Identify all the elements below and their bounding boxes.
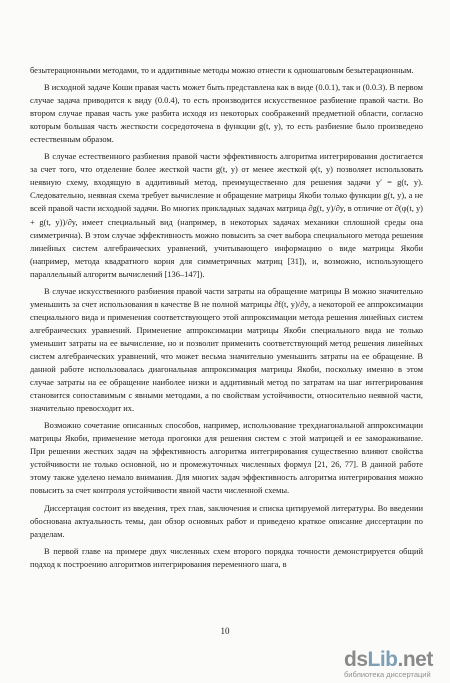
logo-accent: Lib	[367, 648, 398, 671]
page-number: 10	[220, 626, 230, 636]
paragraph-combination: Возможно сочетание описанных способов, например, использование трехдиагональной аппроксимации матрицы Якоби, применение метода прогонки для решения систем с этой матрицей и ее замораживание. При решении жестких задач на эффективность алгоритма интегрирования существенно влияют свойства устойчивости не только основной, но и промежуточных численных формул [21, 26, 77]. В данной работе этому также уделено немало внимания. Для многих задач эффективность алгоритма интегрирования можно повысить за счет контроля устойчивости явной части численной схемы.	[30, 420, 423, 496]
paragraph-first-chapter: В первой главе на примере двух численных схем второго порядка точности демонстрируется общий подход к построению алгоритмов интегрирования переменного шага, в	[30, 545, 423, 569]
logo-suffix: .net	[397, 648, 433, 671]
paragraph-artificial-splitting: В случае искусственного разбиения правой части затраты на обращение матрицы B можно значительно уменьшить за счет использования в качестве B не полной матрицы ∂f(t, y)/∂y, а некоторой ее аппроксимации специального вида и применения соответствующего этой аппроксимации метода решения линейных систем алгебраических уравнений. Применение аппроксимации матрицы Якоби специального вида не только уменьшит затраты на ее вычисление, но и позволит применить соответствующий метод решения линейных систем алгебраических уравнений, что может весьма значительно уменьшить затраты на ее обращение. В данной работе использовалась диагональная аппроксимация матрицы Якоби, поскольку именно в этом случае затраты на ее обращение наиболее низки и аддитивный метод по затратам на шаг интегрирования становится сопоставимым с явными методами, а по свойствам устойчивости, относительно неявной части, значительно превосходит их.	[30, 285, 423, 414]
watermark-subtitle: библиотека диссертаций	[344, 670, 431, 679]
watermark-logo	[344, 648, 433, 672]
paragraph-continuation: безытерационными методами, то и аддитивные методы можно отнести к одношаговым безытерационным.	[30, 65, 414, 75]
paragraph-natural-splitting: В случае естественного разбиения правой части эффективность алгоритма интегрирования достигается за счет того, что отделение более жесткой части g(t, y) от менее жесткой φ(t, y) позволяет использовать неявную схему, входящую в аддитивный метод, преимущественно для решения задачи y′ = g(t, y). Следовательно, неявная схема требует вычисление и обращение матрицы Якоби только функции g(t, y), а не всей правой части исходной задачи. Во многих прикладных задачах матрица ∂g(t, y)/∂y, в отличие от ∂(φ(t, y) + g(t, y))/∂y, имеет специальный вид (например, в некоторых задачах механики сплошной среды она симметрична). В этом случае эффективность можно повысить за счет выбора специального метода решения линейных систем алгебраических уравнений, учитывающего информацию о виде матрицы Якоби (например, метода квадратного корня для симметричных матриц [31]), и, возможно, использующего параллельный алгоритм вычислений [136–147]).	[30, 151, 423, 279]
paragraph-cauchy-problem: В исходной задаче Коши правая часть может быть представлена как в виде (0.0.1), так и (0.0.3). В первом случае задача приводится к виду (0.0.4), то есть производится искусственное разбиение правой части. Во втором случае правая часть уже разбита исходя из некоторых соображений предметной области, согласно которым большая часть жесткости сосредоточена в функции g(t, y), то есть разбиение было произведено естественным образом.	[30, 82, 423, 145]
paragraph-dissertation-structure: Диссертация состоит из введения, трех глав, заключения и списка цитируемой литературы. Во введении обоснована актуальность темы, дан обзор основных работ и приведено краткое описание диссертации по разделам.	[30, 502, 423, 539]
dslib-watermark	[344, 650, 448, 682]
body-text	[30, 64, 423, 571]
logo-prefix: ds	[344, 648, 368, 671]
